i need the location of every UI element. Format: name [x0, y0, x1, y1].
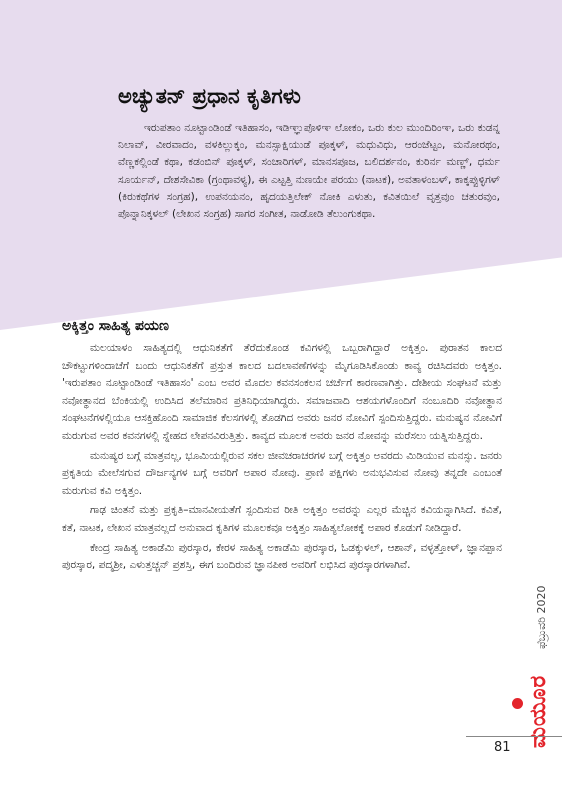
- magazine-name-logo: ಮಯೂರ: [526, 674, 551, 748]
- article-paragraph: ಗಾಢ ಚಿಂತನೆ ಮತ್ತು ಪ್ರಕೃತಿ–ಮಾನವೀಯತೆಗೆ ಸ್ಪಂದಿಸುವ ರೀತಿ ಅಕ್ಕಿತ್ತಂ ಅವರನ್ನು ಎಲ್ಲರ ಮೆಚ್ಚಿನ ಕವಿಯನ್ನಾಗಿಸಿದೆ. ಕವಿತೆ, ಕತೆ, ನಾಟಕ, ಲೇಖನ ಮಾತ್ರವಲ್ಲದೆ ಅನುವಾದ ಕೃತಿಗಳ ಮೂಲಕವೂ ಅಕ್ಕಿತ್ತಂ ಸಾಹಿತ್ಯಲೋಕಕ್ಕೆ ಅಪಾರ ಕೊಡುಗೆ ನೀಡಿದ್ದಾರೆ.: [62, 504, 502, 534]
- works-section-title: ಅಚ್ಯುತನ್ ಪ್ರಧಾನ ಕೃತಿಗಳು: [118, 84, 301, 108]
- article-heading: ಅಕ್ಕಿತ್ತಂ ಸಾಹಿತ್ಯ ಪಯಣ: [62, 318, 169, 334]
- issue-date: ಫೆಬ್ರುವರಿ 2020: [535, 585, 548, 649]
- article-paragraph: ಕೇಂದ್ರ ಸಾಹಿತ್ಯ ಅಕಾಡೆಮಿ ಪುರಸ್ಕಾರ, ಕೇರಳ ಸಾಹಿತ್ಯ ಅಕಾಡೆಮಿ ಪುರಸ್ಕಾರ, ಓಡಕ್ಕುಳಲ್, ಆಶಾನ್, ವಳ್ಳತ್ತೋಳ್, ಜ್ಞಾನಪ್ಪಾನ ಪುರಸ್ಕಾರ, ಪದ್ಮಶ್ರೀ, ಎಳುತ್ತಚ್ಚನ್ ಪ್ರಶಸ್ತಿ, ಈಗ ಬಂದಿರುವ ಜ್ಞಾನಪೀಠ ಅವರಿಗೆ ಲಭಿಸಿದ ಪುರಸ್ಕಾರಗಳಾಗಿವೆ.: [62, 541, 502, 572]
- footer-rule: [466, 736, 562, 737]
- article-paragraph: ಮಲಯಾಳಂ ಸಾಹಿತ್ಯದಲ್ಲಿ ಆಧುನಿಕತೆಗೆ ತೆರೆದುಕೊಂಡ ಕವಿಗಳಲ್ಲಿ ಒಬ್ಬರಾಗಿದ್ದಾರೆ ಅಕ್ಕಿತ್ತಂ. ಪುರಾತನ ಕಾಲದ ಚೌಕಟ್ಟುಗಳಿಂದಾಚೆಗೆ ಬಂದು ಆಧುನಿಕತೆಗೆ ಪ್ರಸ್ತುತ ಕಾಲದ ಬದಲಾವಣೆಗಳನ್ನು ಮೈಗೂಡಿಸಿಕೊಂಡು ಕಾವ್ಯ ರಚಿಸಿದವರು ಅಕ್ಕಿತ್ತಂ. 'ಇರುಪತಾಂ ನೂಟ್ಟಾಂಡಿಂಡೆ ಇತಿಹಾಸಂ' ಎಂಬ ಅವರ ಮೊದಲ ಕವನಸಂಕಲನ ಚರ್ಚೆಗೆ ಕಾರಣವಾಗಿತ್ತು. ದೇಶೀಯ ಸಂಘಟನೆ ಮತ್ತು ನವೋತ್ಥಾನದ ಬೆಂಕಿಯಲ್ಲಿ ಉದಿಸಿದ ತಲೆಮಾರಿನ ಪ್ರತಿನಿಧಿಯಾಗಿದ್ದರು. ಸಮಾಜವಾದಿ ಆಶಯಗಳೊಂದಿಗೆ ನಂಬೂದಿರಿ ನವೋತ್ಥಾನ ಸಂಘಟನೆಗಳಲ್ಲಿಯೂ ಆಸಕ್ತಿಹೊಂದಿ ಸಾಮಾಜಿಕ ಕೆಲಸಗಳಲ್ಲಿ ತೊಡಗಿದ ಅವರು ಜನರ ನೋವಿಗೆ ಸ್ಪಂದಿಸುತ್ತಿದ್ದರು. ಮನುಷ್ಯನ ನೋವಿಗೆ ಮರುಗುವ ಅವರ ಕವನಗಳಲ್ಲಿ ಸ್ನೇಹದ ಲೇಪನವಿರುತ್ತಿತ್ತು. ಕಾವ್ಯದ ಮೂಲಕ ಅವರು ಜನರ ನೋವನ್ನು ಮರೆಸಲು ಯತ್ನಿಸುತ್ತಿದ್ದರು.: [62, 342, 502, 442]
- magazine-sidebar: [526, 586, 551, 748]
- bullet-dot-icon: [512, 698, 523, 709]
- article-body: [62, 340, 502, 577]
- page-number: 81: [494, 740, 511, 755]
- article-paragraph: ಮನುಷ್ಯರ ಬಗ್ಗೆ ಮಾತ್ರವಲ್ಲ, ಭೂಮಿಯಲ್ಲಿರುವ ಸಕಲ ಜೀವಚರಾಚರಗಳ ಬಗ್ಗೆ ಅಕ್ಕಿತ್ತಂ ಅವರದು ಮಿಡಿಯುವ ಮನಸ್ಸು. ಜನರು ಪ್ರಕೃತಿಯ ಮೇಲೆಸಗುವ ದೌರ್ಜನ್ಯಗಳ ಬಗ್ಗೆ ಅವರಿಗೆ ಅಪಾರ ನೋವು. ಪ್ರಾಣಿ ಪಕ್ಷಿಗಳು ಅನುಭವಿಸುವ ನೋವು ತನ್ನದೇ ಎಂಬಂತೆ ಮರುಗುವ ಕವಿ ಅಕ್ಕಿತ್ತಂ.: [62, 449, 502, 497]
- works-list-paragraph: ಇರುಪತಾಂ ನೂಟ್ಟಾಂಡಿಂಡೆ ಇತಿಹಾಸಂ, ಇಡಿಞ್ಞುಪೊಳಿಞ ಲೋಕಂ, ಒರು ಕುಲ ಮುಂದಿರಿಂಞ, ಒರು ಕುಡನ್ನ ನಿಲಾವ್, ವೀರವಾದಂ, ವಳಕಿಲ್ಲುಕ್ಕಂ, ಮನಸ್ಸಾಕ್ಷಿಯುಡೆ ಪೂಕ್ಕಳ್, ಮಧುವಿಧು, ಆರಂಜೆಟ್ಟಂ, ಮನೋರಥಂ, ವೆಣ್ಣಕಲ್ಲಿಂಡೆ ಕಥಾ, ಕಡಂಬಿನ್ ಪೂಕ್ಕಳ್, ಸಂಚಾರಿಗಳ್, ಮಾನಸಪೂಜ, ಬಲಿದರ್ಶನಂ, ಕುರಿರ್ನ ಮಣ್ಣ್, ಧರ್ಮ ಸೂರ್ಯನ್, ದೇಶಸೇವಿಕಾ (ಗ್ರಂಥಾವಳ್ಯ), ಈ ಎಟ್ಟತ್ತಿ ನುಣಯೇ ಪರಯು (ನಾಟಕ), ಅವತಾಳಂಬಳ್, ಕಾಕ್ಕಪ್ಪುಳ್ಳಿಗಳ್ (ಕಿರುಕಥೆಗಳ ಸಂಗ್ರಹ), ಉಪನಯನಂ, ಹೃದಯತ್ತಿಲೇಕ್ ನೋಕಿ ಎಳುತು, ಕವಿತಯಿಲೆ ವೃತ್ತವುಂ ಚತುರವುಂ, ಪೊನ್ನಾನಿಕ್ಕಳಲ್ (ಲೇಖನ ಸಂಗ್ರಹ) ಸಾಗರ ಸಂಗೀತ, ನಾಡೋಡಿ ತೆಲುಂಗುಕಥಾ.: [118, 122, 500, 221]
